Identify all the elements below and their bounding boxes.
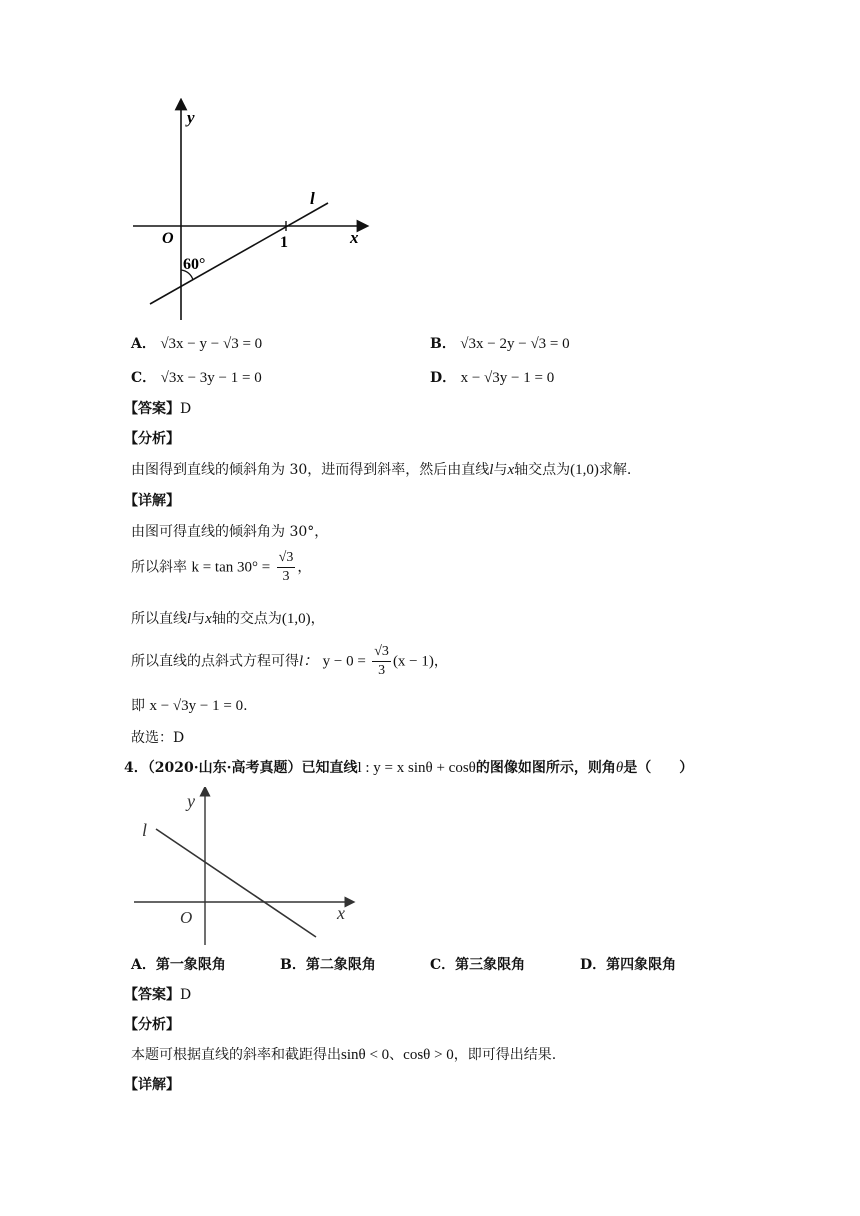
line-l <box>150 203 328 304</box>
q4-detail-tag: 【详解】 <box>124 1077 180 1093</box>
detail-line-1: 由图可得直线的倾斜角为 30°， <box>131 524 329 540</box>
option-c-equation: √3x − 3y − 1 = 0 <box>160 370 262 386</box>
detail-line-5: 即 x − √3y − 1 = 0. <box>131 698 248 714</box>
q4-analysis-text: 本题可根据直线的斜率和截距得出sinθ < 0、cosθ > 0，即可得出结果. <box>131 1047 557 1063</box>
inequality-cos: cosθ > 0 <box>403 1047 454 1063</box>
q4-answer-line: 【答案】D <box>124 987 192 1003</box>
analysis-text: 由图得到直线的倾斜角为 30，进而得到斜率，然后由直线l与x轴交点为(1,0)求解. <box>131 462 632 478</box>
x-axis-label: x <box>337 903 345 923</box>
line-label: l <box>142 820 148 840</box>
origin-label: O <box>162 230 174 247</box>
point-slope-left: y − 0 = <box>322 653 366 670</box>
stem-equation: l : y = x sinθ + cosθ <box>357 760 476 776</box>
q4-option-a: A．第一象限角 <box>131 957 226 973</box>
point-slope-right: (x − 1) <box>392 653 434 670</box>
question-number: 4． <box>124 760 148 776</box>
y-axis-label: y <box>187 791 195 811</box>
q4-analysis-tag: 【分析】 <box>124 1017 180 1033</box>
answer-line: 【答案】D <box>124 401 192 417</box>
final-equation: x − √3y − 1 = 0 <box>149 698 244 714</box>
q4-option-d: D．第四象限角 <box>580 957 677 973</box>
analysis-tag: 【分析】 <box>124 431 180 447</box>
option-d: D． x − √3y − 1 = 0 <box>430 370 555 386</box>
slope-expression: k = tan 30° = <box>191 559 271 576</box>
figure-line-60-degree <box>125 98 375 323</box>
detail-line-2: 所以斜率 k = tan 30° = $\frac{√3}{3}$ ， <box>131 550 312 584</box>
q4-option-b: B．第二象限角 <box>280 957 376 973</box>
angle-label: 60° <box>183 256 206 273</box>
x-axis-label: x <box>350 228 359 247</box>
option-c: C． √3x − 3y − 1 = 0 <box>131 370 262 386</box>
question-4-stem: 4．（2020·山东·高考真题）已知直线l : y = x sinθ + cosθ的图像如图所示，则角θ是（ ） <box>124 760 694 776</box>
line-label: l <box>310 189 315 208</box>
y-axis-label: y <box>187 108 195 127</box>
question-source: （2020·山东·高考真题） <box>147 760 302 776</box>
option-a-equation: √3x − y − √3 = 0 <box>160 336 263 352</box>
q4-answer-value: D <box>180 987 192 1003</box>
option-b-equation: √3x − 2y − √3 = 0 <box>460 336 570 352</box>
detail-line-4: 所以直线的点斜式方程可得l： y − 0 = $\frac{√3}{3}$ (x − 1)， <box>131 644 448 678</box>
option-b: B． √3x − 2y − √3 = 0 <box>430 336 570 352</box>
option-d-equation: x − √3y − 1 = 0 <box>460 370 555 386</box>
choose-line: 故选：D <box>131 730 185 746</box>
inequality-sin: sinθ < 0 <box>341 1047 390 1063</box>
fraction-sqrt3-over-3: $\frac{√3}{3}$ <box>278 550 294 584</box>
option-a: A． √3x − y − √3 = 0 <box>131 336 263 352</box>
one-label: 1 <box>280 234 288 251</box>
fraction-sqrt3-over-3: $\frac{√3}{3}$ <box>374 644 389 678</box>
detail-line-3: 所以直线l与x轴的交点为(1,0)， <box>131 611 325 627</box>
answer-value: D <box>180 401 192 417</box>
origin-label: O <box>180 908 193 927</box>
q4-option-c: C．第三象限角 <box>430 957 526 973</box>
figure-line-negative-slope <box>128 787 358 947</box>
detail-tag: 【详解】 <box>124 493 180 509</box>
